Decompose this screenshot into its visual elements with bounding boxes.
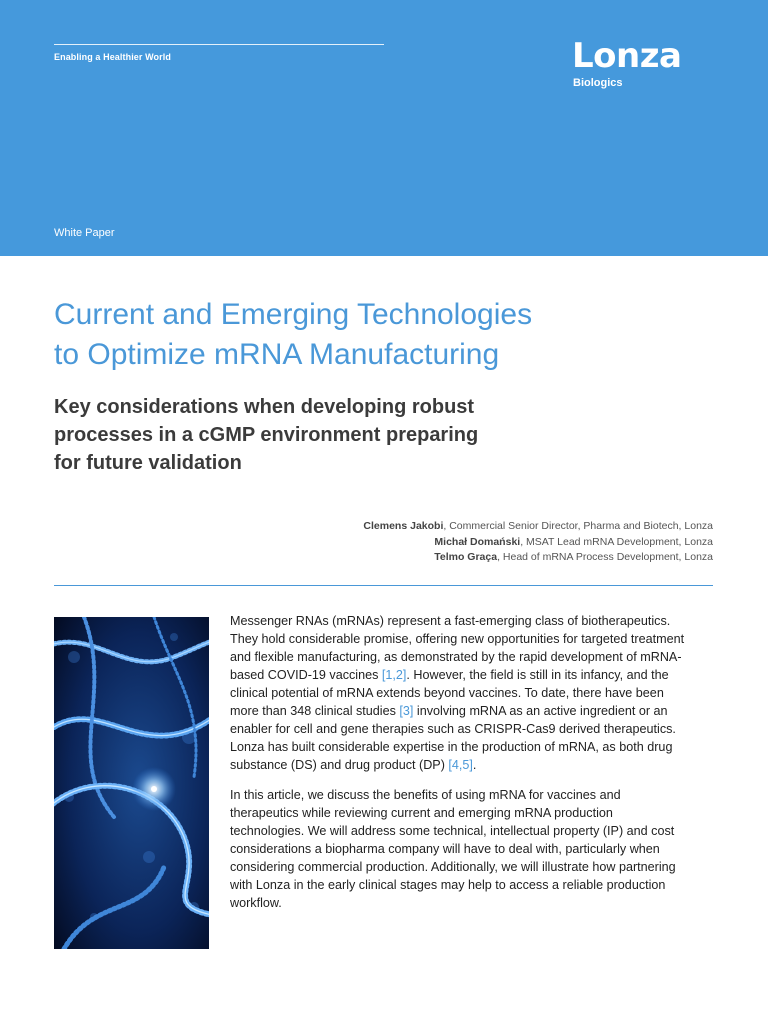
mrna-strands-image [54,617,209,949]
citation-link[interactable]: [4,5] [448,758,473,772]
intro-paragraph [230,612,690,774]
subtitle-line-2: processes in a cGMP environment preparing [54,424,479,446]
author-role: , Commercial Senior Director, Pharma and Biotech, Lonza [443,520,713,532]
tagline: Enabling a Healthier World [54,52,171,62]
citation-link[interactable]: [1,2] [381,668,407,682]
mrna-strands-illustration [54,617,209,949]
paragraph-text: . However, the field is still in its infancy, and the clinical potential of mRNA extends beyond vaccines. To date, there have been more than 348 clinical studies [230,668,669,718]
section-divider [54,585,713,586]
citation-link[interactable]: [3] [399,704,414,718]
article-body [230,612,690,924]
document-type: White Paper [54,227,115,239]
author-name: Telmo Graça [434,551,498,563]
title-line-1: Current and Emerging Technologies [54,298,533,331]
logo-subtitle: Biologics [573,77,623,89]
overview-paragraph: In this article, we discuss the benefits of using mRNA for vaccines and therapeutics while reviewing current and emerging mRNA production technologies. We will address some technical, intellectual property (IP) and cost considerations a biopharma company will have to deal with, particularly when considering commercial production. Additionally, we will illustrate how partnering with Lonza in the early clinical stages may help to access a reliable production workflow. [230,788,676,910]
paragraph-text: Messenger RNAs (mRNAs) represent a fast-emerging class of biotherapeutics. They hold considerable promise, offering new opportunities for targeted treatment and flexible manufacturing, as demonstrated by the rapid development of mRNA-based COVID-19 vaccines [230,614,685,682]
author-list [363,519,713,566]
author-2 [363,535,713,551]
subtitle-line-1: Key considerations when developing robust [54,396,475,418]
author-1 [363,519,713,535]
page-subtitle [54,393,574,477]
lonza-logo: Lonza [572,36,682,76]
subtitle-line-3: for future validation [54,452,242,474]
author-3 [363,550,713,566]
page-title [54,295,694,375]
author-name: Clemens Jakobi [363,520,444,532]
header-band [0,0,768,256]
title-line-2: to Optimize mRNA Manufacturing [54,338,500,371]
paragraph-text: . [472,758,477,772]
paragraph-text: involving mRNA as an active ingredient or an enabler for cell and gene therapies such as CRISPR-Cas9 derived therapeutics. Lonza has built considerable expertise in the production of mRNA, as both drug substance (DS) and drug product (DP) [230,704,676,772]
author-role: , MSAT Lead mRNA Development, Lonza [520,535,713,548]
author-role: , Head of mRNA Process Development, Lonza [497,551,713,563]
header-rule [54,44,384,45]
author-name: Michał Domański [434,535,521,548]
